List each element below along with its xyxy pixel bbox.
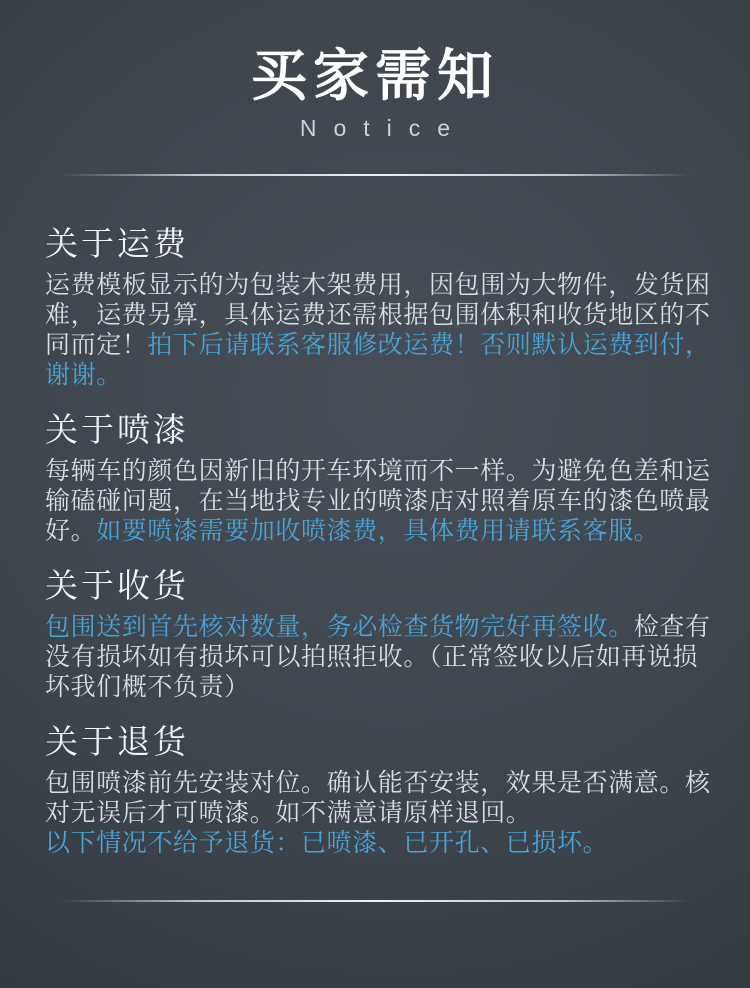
- bottom-divider: [60, 900, 690, 902]
- returns-highlight-text: 以下情况不给予退货：已喷漆、已开孔、已损坏。: [45, 829, 609, 857]
- section-body-returns: [45, 768, 713, 858]
- painting-main-text: 每辆车的颜色因新旧的开车环境而不一样。为避免色差和运输磕碰问题，在当地找专业的喷漆店对照着原车的漆色喷最好。: [45, 457, 711, 545]
- section-receiving: [45, 566, 713, 702]
- section-body-shipping: [45, 270, 713, 390]
- section-painting: [45, 410, 713, 546]
- section-heading-painting: 关于喷漆: [45, 411, 189, 448]
- notice-content: [0, 176, 750, 858]
- receiving-highlight-text: 包围送到首先核对数量，务必检查货物完好再签收。: [45, 613, 634, 641]
- returns-main-text: 包围喷漆前先安装对位。确认能否安装，效果是否满意。核对无误后才可喷漆。如不满意请原样退回。: [45, 769, 711, 827]
- section-shipping: [45, 224, 713, 390]
- shipping-highlight-text: 拍下后请联系客服修改运费！否则默认运费到付，谢谢。: [45, 331, 711, 389]
- shipping-main-text: 运费模板显示的为包装木架费用，因包围为大物件，发货困难，运费另算，具体运费还需根据包围体积和收货地区的不同而定！: [45, 271, 711, 359]
- section-returns: [45, 722, 713, 858]
- page-title: 买家需知: [251, 44, 499, 107]
- section-heading-receiving: 关于收货: [45, 567, 189, 604]
- receiving-main-text: 检查有没有损坏如有损坏可以拍照拒收。（正常签收以后如再说损坏我们概不负责）: [45, 613, 711, 701]
- section-heading-shipping: 关于运费: [45, 225, 189, 262]
- section-body-receiving: [45, 612, 713, 702]
- section-body-painting: [45, 456, 713, 546]
- page-subtitle: Notice: [299, 115, 468, 141]
- section-heading-returns: 关于退货: [45, 723, 189, 760]
- painting-highlight-text: 如要喷漆需要加收喷漆费，具体费用请联系客服。: [96, 517, 660, 545]
